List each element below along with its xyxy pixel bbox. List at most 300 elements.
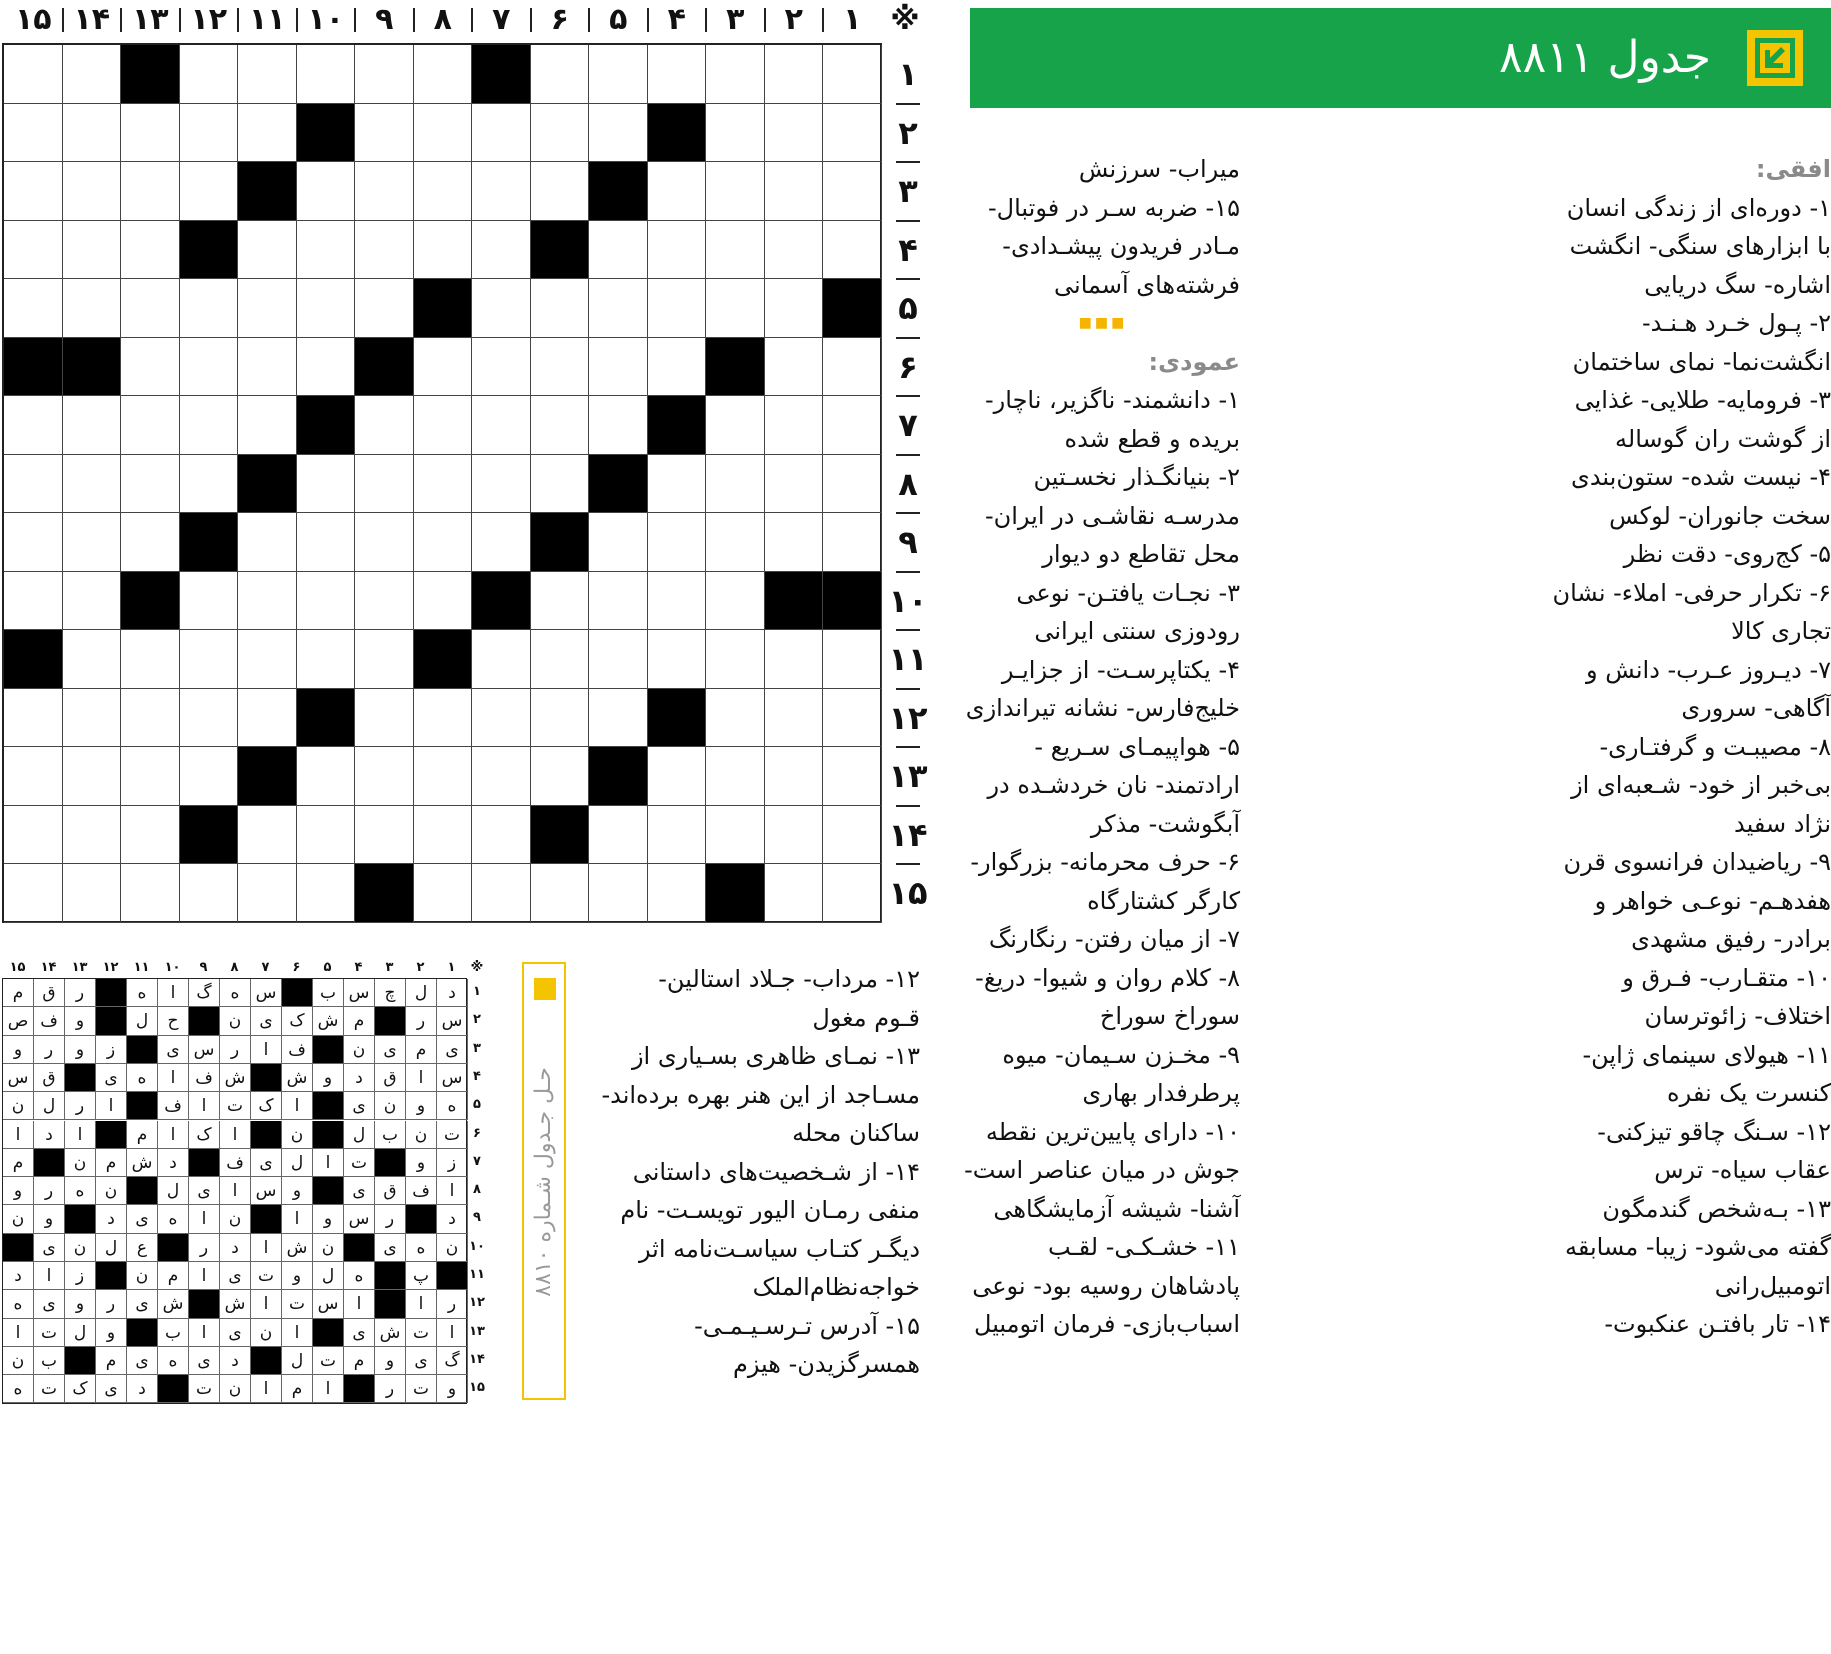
crossword-cell[interactable] bbox=[238, 279, 297, 338]
crossword-cell[interactable] bbox=[823, 338, 882, 397]
solution-black-cell bbox=[96, 979, 127, 1007]
crossword-cell[interactable] bbox=[63, 747, 122, 806]
crossword-cell[interactable] bbox=[648, 864, 707, 923]
solution-cell: ن bbox=[3, 1092, 34, 1120]
crossword-cell[interactable] bbox=[4, 689, 63, 748]
crossword-cell[interactable] bbox=[414, 162, 473, 221]
solution-cell: ی bbox=[96, 1375, 127, 1403]
crossword-cell[interactable] bbox=[4, 45, 63, 104]
crossword-cell[interactable] bbox=[472, 396, 531, 455]
solution-cell: ن bbox=[96, 1177, 127, 1205]
black-cell bbox=[121, 45, 180, 104]
black-cell bbox=[414, 279, 473, 338]
solution-cell: ب bbox=[375, 1121, 406, 1149]
crossword-cell[interactable] bbox=[765, 806, 824, 865]
clue-line: ۵- هواپیمـای سـریع - bbox=[1034, 732, 1240, 761]
crossword-cell[interactable] bbox=[4, 455, 63, 514]
solution-cell: ی bbox=[344, 1319, 375, 1347]
solution-cell: گ bbox=[437, 1347, 468, 1375]
crossword-cell[interactable] bbox=[355, 630, 414, 689]
crossword-cell[interactable] bbox=[4, 279, 63, 338]
crossword-cell[interactable] bbox=[823, 630, 882, 689]
clue-line: ۵- کج‌روی- دقت نظر bbox=[1623, 540, 1831, 568]
crossword-cell[interactable] bbox=[297, 338, 356, 397]
solution-cell: ل bbox=[158, 1177, 189, 1205]
crossword-cell[interactable] bbox=[706, 396, 765, 455]
crossword-cell[interactable] bbox=[472, 221, 531, 280]
crossword-cell[interactable] bbox=[765, 45, 824, 104]
crossword-cell[interactable] bbox=[121, 864, 180, 923]
solution-cell: ق bbox=[34, 1064, 65, 1092]
clue-line: برادر- رفیق مشهدی bbox=[1631, 925, 1831, 953]
crossword-cell[interactable] bbox=[355, 513, 414, 572]
crossword-cell[interactable] bbox=[765, 221, 824, 280]
crossword-cell[interactable] bbox=[472, 630, 531, 689]
crossword-cell[interactable] bbox=[472, 162, 531, 221]
crossword-cell[interactable] bbox=[4, 221, 63, 280]
crossword-cell[interactable] bbox=[180, 279, 239, 338]
solution-cell: ه bbox=[127, 979, 158, 1007]
crossword-cell[interactable] bbox=[823, 513, 882, 572]
crossword-cell[interactable] bbox=[648, 513, 707, 572]
crossword-cell[interactable] bbox=[63, 45, 122, 104]
crossword-cell[interactable] bbox=[414, 455, 473, 514]
crossword-cell[interactable] bbox=[706, 747, 765, 806]
crossword-cell[interactable] bbox=[765, 689, 824, 748]
crossword-cell[interactable] bbox=[472, 455, 531, 514]
clue-line: رودوزی سنتی ایرانی bbox=[1034, 617, 1240, 645]
solution-cell: ا bbox=[158, 1064, 189, 1092]
crossword-cell[interactable] bbox=[63, 396, 122, 455]
crossword-cell[interactable] bbox=[648, 806, 707, 865]
crossword-cell[interactable] bbox=[648, 221, 707, 280]
solution-cell: ز bbox=[65, 1262, 96, 1290]
crossword-cell[interactable] bbox=[121, 338, 180, 397]
clue-line: انگشت‌نما- نمای ساختمان bbox=[1572, 347, 1831, 376]
crossword-cell[interactable] bbox=[238, 104, 297, 163]
column-separator bbox=[588, 8, 590, 32]
crossword-cell[interactable] bbox=[63, 572, 122, 631]
clue-line: ۱۵- ضربه سـر در فوتبال- bbox=[988, 193, 1240, 222]
crossword-cell[interactable] bbox=[765, 747, 824, 806]
crossword-cell[interactable] bbox=[297, 45, 356, 104]
crossword-cell[interactable] bbox=[63, 513, 122, 572]
solution-black-cell bbox=[375, 1290, 406, 1318]
crossword-cell[interactable] bbox=[531, 338, 590, 397]
crossword-cell[interactable] bbox=[472, 513, 531, 572]
crossword-cell[interactable] bbox=[414, 806, 473, 865]
crossword-cell[interactable] bbox=[589, 104, 648, 163]
crossword-cell[interactable] bbox=[706, 455, 765, 514]
crossword-cell[interactable] bbox=[531, 630, 590, 689]
solution-cell: ا bbox=[406, 1064, 437, 1092]
crossword-cell[interactable] bbox=[180, 45, 239, 104]
crossword-cell[interactable] bbox=[589, 221, 648, 280]
crossword-cell[interactable] bbox=[238, 572, 297, 631]
solution-row-number: ۸ bbox=[473, 1182, 481, 1198]
crossword-cell[interactable] bbox=[531, 279, 590, 338]
crossword-cell[interactable] bbox=[4, 747, 63, 806]
crossword-cell[interactable] bbox=[121, 279, 180, 338]
crossword-cell[interactable] bbox=[823, 162, 882, 221]
crossword-cell[interactable] bbox=[589, 572, 648, 631]
column-separator bbox=[764, 8, 766, 32]
crossword-cell[interactable] bbox=[531, 455, 590, 514]
crossword-cell[interactable] bbox=[531, 747, 590, 806]
crossword-cell[interactable] bbox=[472, 338, 531, 397]
solution-cell: ه bbox=[344, 1262, 375, 1290]
clue-line: تجاری کالا bbox=[1731, 617, 1831, 645]
crossword-cell[interactable] bbox=[414, 396, 473, 455]
crossword-cell[interactable] bbox=[180, 104, 239, 163]
crossword-cell[interactable] bbox=[4, 162, 63, 221]
solution-black-cell bbox=[313, 1319, 344, 1347]
crossword-cell[interactable] bbox=[414, 45, 473, 104]
crossword-cell[interactable] bbox=[63, 221, 122, 280]
crossword-cell[interactable] bbox=[472, 104, 531, 163]
row-number: ۱۵ bbox=[888, 874, 928, 912]
solution-cell: ر bbox=[65, 1092, 96, 1120]
clue-line: همسرگزیدن- هیزم bbox=[732, 1350, 920, 1378]
crossword-cell[interactable] bbox=[472, 747, 531, 806]
clue-line: ۱۳- بـه‌شخص گندمگون bbox=[1602, 1194, 1831, 1223]
crossword-cell[interactable] bbox=[4, 864, 63, 923]
solution-cell: ه bbox=[65, 1177, 96, 1205]
crossword-cell[interactable] bbox=[297, 864, 356, 923]
solution-grid bbox=[2, 978, 467, 1404]
crossword-cell[interactable] bbox=[472, 279, 531, 338]
crossword-cell[interactable] bbox=[765, 513, 824, 572]
clue-line: پادشاهان روسیه بود- نوعی bbox=[972, 1271, 1240, 1300]
crossword-cell[interactable] bbox=[355, 455, 414, 514]
crossword-cell[interactable] bbox=[706, 513, 765, 572]
solution-cell: د bbox=[158, 1149, 189, 1177]
crossword-cell[interactable] bbox=[238, 806, 297, 865]
crossword-cell[interactable] bbox=[121, 806, 180, 865]
crossword-cell[interactable] bbox=[765, 104, 824, 163]
crossword-cell[interactable] bbox=[706, 104, 765, 163]
crossword-cell[interactable] bbox=[180, 630, 239, 689]
crossword-cell[interactable] bbox=[121, 630, 180, 689]
crossword-cell[interactable] bbox=[765, 279, 824, 338]
crossword-cell[interactable] bbox=[238, 513, 297, 572]
solution-cell: د bbox=[127, 1375, 158, 1403]
crossword-cell[interactable] bbox=[823, 864, 882, 923]
crossword-cell[interactable] bbox=[589, 689, 648, 748]
solution-cell: ا bbox=[282, 1092, 313, 1120]
crossword-cell[interactable] bbox=[121, 221, 180, 280]
crossword-cell[interactable] bbox=[648, 747, 707, 806]
clue-line: ۳- فرومایه- طلایی- غذایی bbox=[1574, 386, 1831, 414]
crossword-cell[interactable] bbox=[531, 689, 590, 748]
crossword-cell[interactable] bbox=[121, 104, 180, 163]
crossword-cell[interactable] bbox=[355, 279, 414, 338]
crossword-cell[interactable] bbox=[823, 689, 882, 748]
crossword-cell[interactable] bbox=[180, 747, 239, 806]
crossword-cell[interactable] bbox=[648, 630, 707, 689]
crossword-cell[interactable] bbox=[355, 221, 414, 280]
solution-cell: ق bbox=[34, 979, 65, 1007]
clue-line: پرطرفدار بهاری bbox=[1082, 1079, 1240, 1107]
solution-cell: ا bbox=[251, 1375, 282, 1403]
crossword-cell[interactable] bbox=[63, 630, 122, 689]
crossword-cell[interactable] bbox=[648, 162, 707, 221]
crossword-cell[interactable] bbox=[297, 572, 356, 631]
crossword-cell[interactable] bbox=[648, 338, 707, 397]
solution-cell: س bbox=[251, 1177, 282, 1205]
crossword-cell[interactable] bbox=[706, 221, 765, 280]
crossword-cell[interactable] bbox=[121, 747, 180, 806]
crossword-cell[interactable] bbox=[765, 162, 824, 221]
solution-black-cell bbox=[34, 1149, 65, 1177]
crossword-cell[interactable] bbox=[706, 630, 765, 689]
clue-line: ۱۵- آدرس تـرسـیـمـی- bbox=[694, 1311, 920, 1340]
solution-cell: و bbox=[34, 1205, 65, 1233]
crossword-cell[interactable] bbox=[823, 747, 882, 806]
crossword-cell[interactable] bbox=[4, 806, 63, 865]
clue-line: سوراخ سوراخ bbox=[1099, 1002, 1240, 1030]
down-clues bbox=[966, 150, 1240, 1344]
crossword-cell[interactable] bbox=[63, 455, 122, 514]
solution-black-cell bbox=[251, 1205, 282, 1233]
crossword-cell[interactable] bbox=[4, 104, 63, 163]
crossword-cell[interactable] bbox=[823, 221, 882, 280]
crossword-cell[interactable] bbox=[355, 572, 414, 631]
solution-cell: ت bbox=[344, 1149, 375, 1177]
solution-cell: ر bbox=[96, 1290, 127, 1318]
row-number: ۷ bbox=[898, 406, 918, 444]
solution-cell: د bbox=[437, 979, 468, 1007]
crossword-cell[interactable] bbox=[414, 104, 473, 163]
solution-cell: گ bbox=[189, 979, 220, 1007]
solution-cell: و bbox=[375, 1347, 406, 1375]
crossword-cell[interactable] bbox=[589, 630, 648, 689]
crossword-cell[interactable] bbox=[414, 572, 473, 631]
solution-cell: ی bbox=[375, 1036, 406, 1064]
crossword-cell[interactable] bbox=[472, 864, 531, 923]
crossword-cell[interactable] bbox=[63, 806, 122, 865]
crossword-cell[interactable] bbox=[531, 45, 590, 104]
solution-row-number: ۱ bbox=[473, 984, 481, 999]
clue-line: ۹- ریاضیدان فرانسوی قرن bbox=[1563, 848, 1831, 876]
column-number: ۶ bbox=[550, 2, 569, 37]
crossword-cell[interactable] bbox=[823, 455, 882, 514]
solution-cell: ن bbox=[127, 1262, 158, 1290]
crossword-cell[interactable] bbox=[180, 864, 239, 923]
black-cell bbox=[121, 572, 180, 631]
crossword-cell[interactable] bbox=[297, 630, 356, 689]
solution-cell: ر bbox=[34, 1036, 65, 1064]
crossword-cell[interactable] bbox=[414, 338, 473, 397]
black-cell bbox=[706, 338, 765, 397]
clue-line: میراب- سرزنش bbox=[1078, 155, 1240, 183]
crossword-cell[interactable] bbox=[63, 104, 122, 163]
crossword-cell[interactable] bbox=[589, 513, 648, 572]
solution-cell: ن bbox=[3, 1347, 34, 1375]
crossword-cell[interactable] bbox=[180, 162, 239, 221]
crossword-cell[interactable] bbox=[180, 338, 239, 397]
solution-cell: ل bbox=[406, 979, 437, 1007]
solution-cell: س bbox=[251, 979, 282, 1007]
crossword-cell[interactable] bbox=[823, 396, 882, 455]
crossword-cell[interactable] bbox=[238, 396, 297, 455]
crossword-cell[interactable] bbox=[63, 864, 122, 923]
black-cell bbox=[531, 806, 590, 865]
crossword-cell[interactable] bbox=[531, 396, 590, 455]
crossword-cell[interactable] bbox=[121, 455, 180, 514]
solution-cell: ف bbox=[158, 1092, 189, 1120]
row-number: ۱۳ bbox=[888, 757, 928, 795]
crossword-cell[interactable] bbox=[180, 572, 239, 631]
crossword-cell[interactable] bbox=[589, 806, 648, 865]
clue-line: ۱- دانشمند- ناگزیر، ناچار- bbox=[985, 386, 1240, 414]
logo-icon bbox=[534, 978, 556, 1000]
crossword-cell[interactable] bbox=[297, 747, 356, 806]
clue-line: آگاهی- سروری bbox=[1681, 694, 1831, 722]
solution-row-number: ۱۲ bbox=[469, 1295, 485, 1311]
crossword-cell[interactable] bbox=[180, 396, 239, 455]
solution-cell: د bbox=[437, 1205, 468, 1233]
crossword-cell[interactable] bbox=[297, 455, 356, 514]
solution-row-number: ۶ bbox=[473, 1125, 481, 1141]
crossword-cell[interactable] bbox=[765, 630, 824, 689]
solution-cell: ف bbox=[220, 1149, 251, 1177]
crossword-cell[interactable] bbox=[531, 104, 590, 163]
clue-line: ۷- دیـروز عـرب- دانش و bbox=[1586, 655, 1831, 684]
solution-cell: م bbox=[3, 1149, 34, 1177]
crossword-cell[interactable] bbox=[238, 221, 297, 280]
crossword-cell[interactable] bbox=[706, 45, 765, 104]
crossword-cell[interactable] bbox=[648, 279, 707, 338]
solution-cell: ی bbox=[34, 1290, 65, 1318]
solution-black-cell bbox=[313, 1036, 344, 1064]
crossword-cell[interactable] bbox=[706, 572, 765, 631]
solution-cell: ه bbox=[3, 1375, 34, 1403]
solution-black-cell bbox=[3, 1234, 34, 1262]
crossword-cell[interactable] bbox=[297, 221, 356, 280]
crossword-cell[interactable] bbox=[531, 572, 590, 631]
crossword-cell[interactable] bbox=[414, 864, 473, 923]
crossword-cell[interactable] bbox=[472, 806, 531, 865]
crossword-cell[interactable] bbox=[765, 396, 824, 455]
solution-cell: ق bbox=[375, 1177, 406, 1205]
crossword-cell[interactable] bbox=[589, 338, 648, 397]
crossword-cell[interactable] bbox=[63, 689, 122, 748]
crossword-cell[interactable] bbox=[238, 689, 297, 748]
crossword-cell[interactable] bbox=[121, 162, 180, 221]
crossword-cell[interactable] bbox=[121, 513, 180, 572]
crossword-cell[interactable] bbox=[823, 45, 882, 104]
solution-cell: و bbox=[282, 1177, 313, 1205]
crossword-cell[interactable] bbox=[706, 279, 765, 338]
crossword-cell[interactable] bbox=[238, 45, 297, 104]
black-cell bbox=[180, 221, 239, 280]
clue-line: ۱۲- سـنگ چاقو تیزکنی- bbox=[1597, 1117, 1831, 1146]
crossword-cell[interactable] bbox=[355, 806, 414, 865]
crossword-cell[interactable] bbox=[589, 45, 648, 104]
crossword-cell[interactable] bbox=[297, 806, 356, 865]
crossword-cell[interactable] bbox=[648, 572, 707, 631]
solution-column-number: ۱۲ bbox=[102, 960, 119, 975]
row-number: ۶ bbox=[898, 347, 918, 386]
crossword-cell[interactable] bbox=[531, 162, 590, 221]
crossword-cell[interactable] bbox=[706, 162, 765, 221]
crossword-cell[interactable] bbox=[648, 455, 707, 514]
row-separator bbox=[896, 161, 920, 163]
crossword-cell[interactable] bbox=[823, 806, 882, 865]
crossword-cell[interactable] bbox=[180, 455, 239, 514]
crossword-cell[interactable] bbox=[238, 630, 297, 689]
column-number: ۴ bbox=[667, 2, 686, 37]
crossword-cell[interactable] bbox=[414, 221, 473, 280]
crossword-cell[interactable] bbox=[589, 864, 648, 923]
solution-cell: ی bbox=[34, 1234, 65, 1262]
crossword-cell[interactable] bbox=[589, 279, 648, 338]
clue-line: نژاد سفید bbox=[1734, 809, 1831, 838]
column-number: ۷ bbox=[492, 2, 511, 37]
crossword-cell[interactable] bbox=[414, 747, 473, 806]
crossword-cell[interactable] bbox=[355, 104, 414, 163]
black-cell bbox=[823, 572, 882, 631]
solution-cell: ه bbox=[406, 1234, 437, 1262]
crossword-cell[interactable] bbox=[589, 396, 648, 455]
crossword-cell[interactable] bbox=[706, 689, 765, 748]
crossword-cell[interactable] bbox=[238, 338, 297, 397]
solution-cell: ن bbox=[3, 1205, 34, 1233]
solution-black-cell bbox=[127, 1036, 158, 1064]
crossword-cell[interactable] bbox=[180, 689, 239, 748]
crossword-cell[interactable] bbox=[414, 689, 473, 748]
crossword-cell[interactable] bbox=[355, 45, 414, 104]
clue-line: اتومبیل‌رانی bbox=[1714, 1271, 1831, 1300]
crossword-cell[interactable] bbox=[297, 162, 356, 221]
solution-cell: ر bbox=[375, 1375, 406, 1403]
crossword-cell[interactable] bbox=[355, 747, 414, 806]
crossword-cell[interactable] bbox=[355, 162, 414, 221]
row-number: ۱ bbox=[898, 55, 918, 93]
crossword-cell[interactable] bbox=[531, 864, 590, 923]
crossword-cell[interactable] bbox=[648, 45, 707, 104]
black-cell bbox=[4, 630, 63, 689]
crossword-cell[interactable] bbox=[63, 279, 122, 338]
crossword-cell[interactable] bbox=[765, 455, 824, 514]
crossword-cell[interactable] bbox=[472, 689, 531, 748]
solution-cell: د bbox=[220, 1347, 251, 1375]
crossword-cell[interactable] bbox=[414, 513, 473, 572]
solution-cell: و bbox=[65, 1007, 96, 1035]
crossword-cell[interactable] bbox=[4, 513, 63, 572]
crossword-cell[interactable] bbox=[238, 864, 297, 923]
crossword-cell[interactable] bbox=[706, 806, 765, 865]
crossword-cell[interactable] bbox=[823, 104, 882, 163]
crossword-cell[interactable] bbox=[121, 396, 180, 455]
solution-cell: م bbox=[127, 1121, 158, 1149]
crossword-cell[interactable] bbox=[121, 689, 180, 748]
crossword-cell[interactable] bbox=[355, 396, 414, 455]
crossword-cell[interactable] bbox=[4, 396, 63, 455]
crossword-cell[interactable] bbox=[63, 162, 122, 221]
solution-cell: ت bbox=[406, 1319, 437, 1347]
crossword-cell[interactable] bbox=[765, 338, 824, 397]
crossword-cell[interactable] bbox=[765, 864, 824, 923]
solution-cell: ی bbox=[189, 1177, 220, 1205]
crossword-cell[interactable] bbox=[297, 513, 356, 572]
solution-black-cell bbox=[127, 1319, 158, 1347]
crossword-cell[interactable] bbox=[355, 689, 414, 748]
crossword-cell[interactable] bbox=[297, 279, 356, 338]
crossword-cell[interactable] bbox=[4, 572, 63, 631]
solution-cell: ه bbox=[127, 1064, 158, 1092]
